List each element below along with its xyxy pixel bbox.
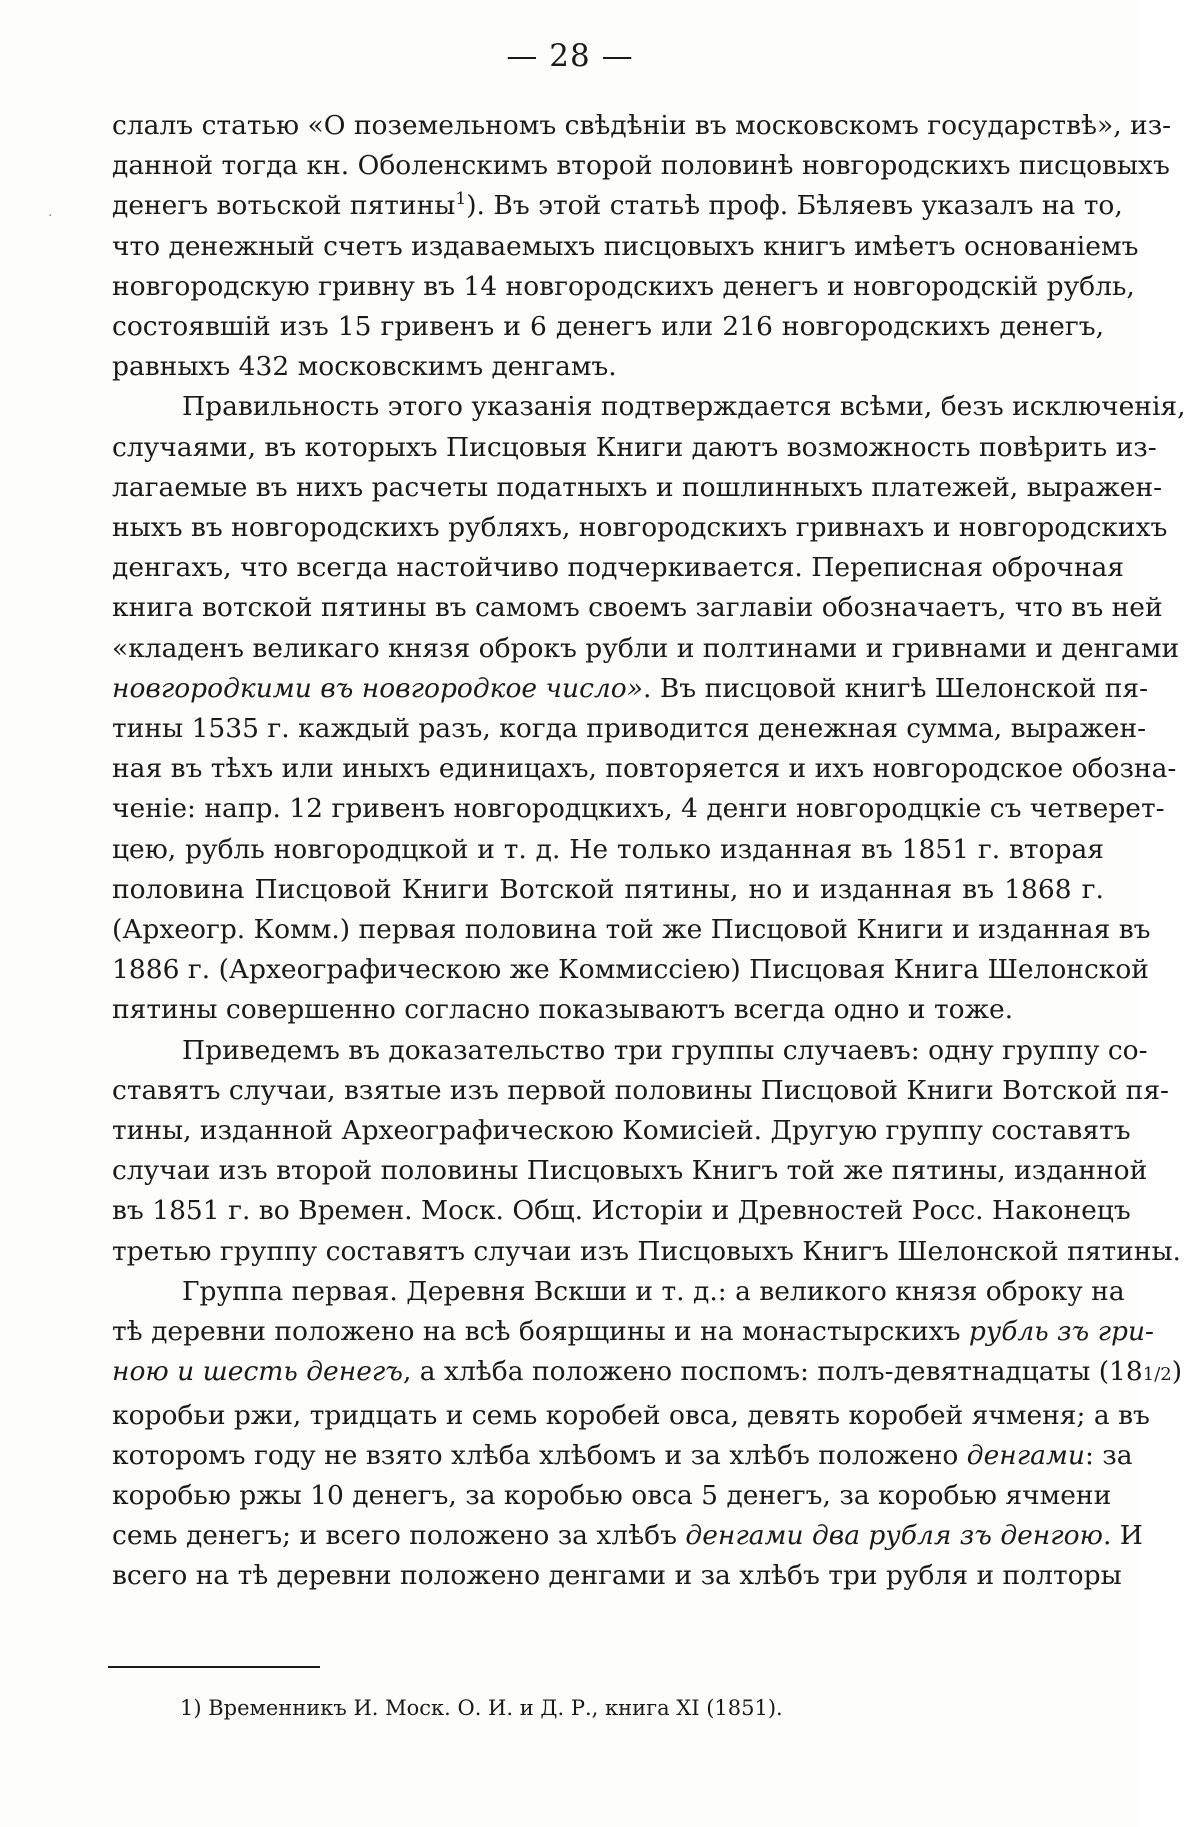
footnote-reference: 1 (455, 189, 467, 210)
text-line: случаи изъ второй половины Писцовыхъ Книгъ той же пятины, изданной (112, 1155, 1148, 1187)
text-line: 1886 г. (Археографическою же Коммиссіею) Писцовая Книга Шелонской (112, 954, 1149, 986)
footnote-divider (108, 1666, 320, 1668)
footnote: 1) Временникъ И. Моск. О. И. и Д. Р., книга XI (1851). (180, 1696, 783, 1720)
text-line: Группа первая. Деревня Вскши и т. д.: а великого князя оброку на (182, 1275, 1125, 1307)
italic-text: денгами два рубля зъ денгою (685, 1520, 1103, 1552)
text-line: состоявшій изъ 15 гривенъ и 6 денегъ или 216 новгородскихъ денегъ, (112, 311, 1104, 343)
paragraph (112, 1031, 1181, 1272)
text-line: книга вотской пятины въ самомъ своемъ заглавіи обозначаетъ, что въ ней (112, 592, 1163, 624)
text-line: данной тогда кн. Оболенскимъ второй половинѣ новгородскихъ писцовыхъ (112, 150, 1170, 182)
text-line: половина Писцовой Книги Вотской пятины, но и изданная въ 1868 г. (112, 873, 1104, 905)
text-line: тины, изданной Археографическою Комисіей. Другую группу составятъ (112, 1115, 1131, 1147)
text-line: въ 1851 г. во Времен. Моск. Общ. Исторіи и Древностей Росс. Наконецъ (112, 1195, 1131, 1227)
text-line: денегъ вотьской пятины$^1$). Въ этой статьѣ проф. Бѣляевъ указалъ на то, (112, 189, 1123, 222)
paragraph (112, 106, 1172, 387)
text-line: новгородскую гривну въ 14 новгородскихъ денегъ и новгородскій рубль, (112, 270, 1135, 302)
text-line: новгородкими въ новгородкое число». Въ писцовой книгѣ Шелонской пя- (112, 672, 1149, 704)
text-line: коробью ржы 10 денегъ, за коробью овса 5 денегъ, за коробью ячмени (112, 1479, 1112, 1511)
text-line: ставятъ случаи, взятые изъ первой половины Писцовой Книги Вотской пя- (112, 1074, 1169, 1106)
paragraph (112, 1272, 1183, 1597)
page-number: — 28 — (506, 38, 634, 74)
body-text (112, 106, 1186, 1597)
text-line: ныхъ въ новгородскихъ рубляхъ, новгородскихъ гривнахъ и новгородскихъ (112, 512, 1168, 544)
text-line: третью группу составятъ случаи изъ Писцовыхъ Книгъ Шелонской пятины. (112, 1235, 1181, 1267)
scan-speck: · (48, 208, 53, 224)
text-line: «кладенъ великаго князя оброкъ рубли и полтинами и гривнами и денгами (112, 632, 1180, 664)
text-line: ная въ тѣхъ или иныхъ единицахъ, повторяется и ихъ новгородское обозна- (112, 753, 1177, 785)
text-line: семь денегъ; и всего положено за хлѣбъ денгами два рубля зъ денгою. И (112, 1520, 1143, 1552)
text-line: что денежный счетъ издаваемыхъ писцовыхъ книгъ имѣетъ основаніемъ (112, 230, 1139, 262)
text-line: лагаемые въ нихъ расчеты податныхъ и пошлинныхъ платежей, выражен- (112, 471, 1163, 503)
text-line: слалъ статью «О поземельномъ свѣдѣніи въ московскомъ государствѣ», из- (112, 110, 1172, 141)
text-line: которомъ году не взято хлѣба хлѣбомъ и за хлѣбъ положено денгами: за (112, 1439, 1133, 1471)
text-line: цею, рубль новгородцкой и т. д. Не только изданная въ 1851 г. вторая (112, 833, 1104, 865)
text-line: коробьи ржи, тридцать и семь коробей овса, девять коробей ячменя; а въ (112, 1399, 1150, 1431)
text-line: ною и шесть денегъ, а хлѣба положено поспомъ: полъ-девятнадцаты (181/2) (112, 1356, 1183, 1388)
text-line: случаями, въ которыхъ Писцовыя Книги даютъ возможность повѣрить из- (112, 431, 1157, 463)
text-line: всего на тѣ деревни положено денгами и за хлѣбъ три рубля и полторы (112, 1560, 1122, 1592)
text-line: денгахъ, что всегда настойчиво подчеркивается. Переписная оброчная (112, 552, 1125, 584)
fraction: 1/2 (1142, 1364, 1172, 1386)
italic-text: рубль зъ гри- (968, 1316, 1155, 1348)
text-line: равныхъ 432 московскимъ денгамъ. (112, 351, 617, 383)
italic-text: денгами (966, 1439, 1085, 1471)
italic-text: новгородкими въ новгородкое число» (112, 672, 643, 704)
text-line: (Археогр. Комм.) первая половина той же Писцовой Книги и изданная въ (112, 914, 1151, 946)
text-line: ченіе: напр. 12 гривенъ новгородцкихъ, 4 денги новгородцкіе съ четверет- (112, 793, 1165, 825)
text-line: Приведемъ въ доказательство три группы случаевъ: одну группу со- (182, 1034, 1148, 1066)
paragraph (112, 387, 1186, 1030)
text-line: Правильность этого указанія подтверждается всѣми, безъ исключенія, (182, 391, 1186, 423)
text-line: тѣ деревни положено на всѣ боярщины и на монастырскихъ рубль зъ гри- (112, 1316, 1155, 1348)
italic-text: ною и шесть денегъ (112, 1356, 403, 1388)
text-line: тины 1535 г. каждый разъ, когда приводится денежная сумма, выражен- (112, 713, 1147, 745)
text-line: пятины совершенно согласно показываютъ всегда одно и тоже. (112, 994, 1014, 1026)
